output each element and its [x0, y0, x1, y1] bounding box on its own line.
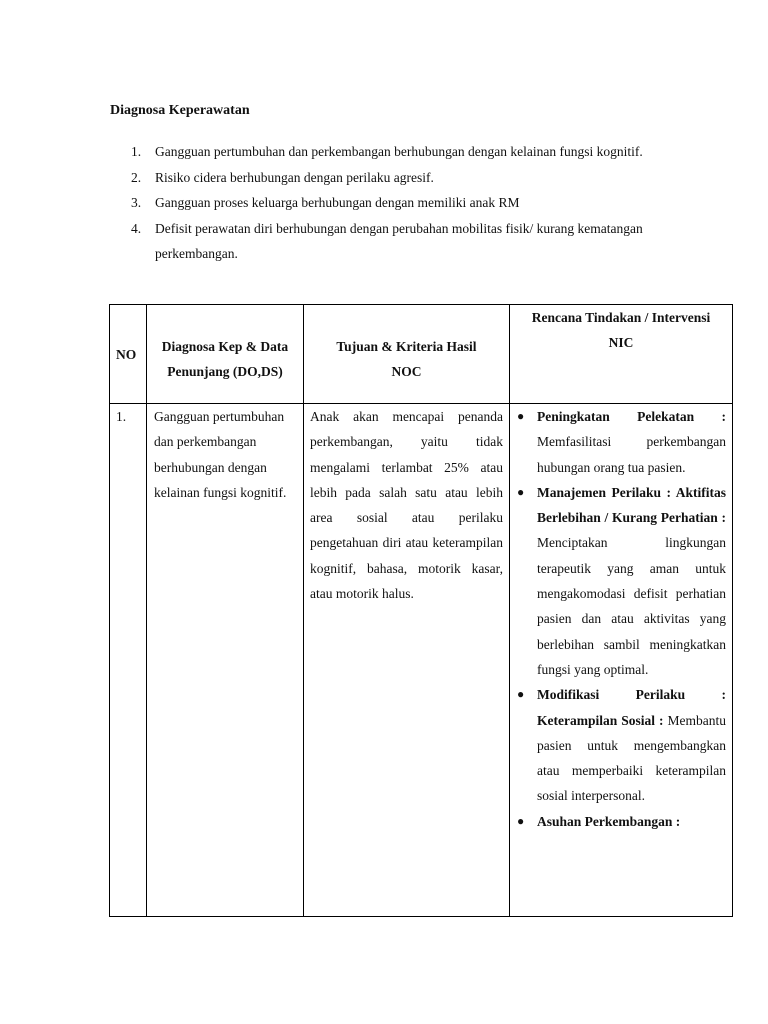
list-text: Gangguan pertumbuhan dan perkembangan berhubungan dengan kelainan fungsi kognitif. — [155, 144, 643, 159]
nic-item — [515, 809, 726, 834]
bullet-icon: ● — [517, 484, 525, 499]
nic-item-title: Modifikasi Perilaku : Keterampilan Sosial : — [537, 687, 726, 728]
cell-no: 1. — [110, 404, 147, 917]
bullet-icon: ● — [517, 687, 525, 702]
nic-item-text: Membantu pasien untuk mengembangkan atau memperbaiki keterampilan sosial interpersonal. — [537, 712, 726, 804]
list-item — [131, 165, 651, 191]
header-noc: Tujuan & Kriteria Hasil NOC — [304, 305, 510, 404]
bullet-icon: ● — [517, 409, 525, 423]
header-nic: Rencana Tindakan / Intervensi NIC — [510, 305, 733, 404]
cell-nic — [510, 404, 733, 917]
nic-item-text: Menciptakan lingkungan terapeutik yang aman untuk mengakomodasi defisit perhatian pasien dan atau aktivitas yang berlebihan sambil meningkatkan fungsi yang optimal. — [537, 535, 726, 677]
nic-item-text: Memfasilitasi perkembangan hubungan orang tua pasien. — [537, 434, 726, 475]
list-item — [131, 216, 651, 267]
list-text: Defisit perawatan diri berhubungan dengan perubahan mobilitas fisik/ kurang kematangan perkembangan. — [155, 220, 643, 261]
nic-item — [515, 404, 726, 480]
list-number: 1. — [131, 144, 142, 159]
list-item — [131, 190, 651, 216]
nic-list — [515, 404, 726, 834]
list-number: 3. — [131, 195, 142, 210]
cell-diagnosa: Gangguan pertumbuhan dan perkembangan berhubungan dengan kelainan fungsi kognitif. — [147, 404, 304, 917]
list-number: 4. — [131, 220, 142, 236]
list-text: Gangguan proses keluarga berhubungan dengan memiliki anak RM — [155, 195, 520, 210]
header-no: NO — [110, 305, 147, 404]
nic-item-title: Manajemen Perilaku : Aktifitas Berlebihan / Kurang Perhatian : — [537, 484, 726, 526]
diagnosis-list — [131, 139, 651, 267]
nic-item-title: Peningkatan Pelekatan : — [537, 409, 726, 424]
page-title: Diagnosa Keperawatan — [110, 103, 250, 118]
bullet-icon: ● — [517, 813, 525, 828]
list-item — [131, 139, 651, 165]
nic-item — [515, 480, 726, 682]
list-text: Risiko cidera berhubungan dengan perilaku agresif. — [155, 169, 434, 185]
care-plan-table — [109, 304, 733, 917]
nic-item-title: Asuhan Perkembangan : — [537, 813, 681, 829]
nic-item — [515, 682, 726, 808]
list-number: 2. — [131, 169, 142, 185]
cell-noc: Anak akan mencapai penanda perkembangan, yaitu tidak mengalami terlambat 25% atau lebih pada salah satu atau lebih area sosial atau perilaku pengetahuan diri atau keterampilan kognitif, bahasa, motorik kasar, atau motorik halus. — [304, 404, 510, 917]
table-row — [110, 404, 733, 917]
table-header-row — [110, 305, 733, 404]
header-diagnosa: Diagnosa Kep & Data Penunjang (DO,DS) — [147, 305, 304, 404]
